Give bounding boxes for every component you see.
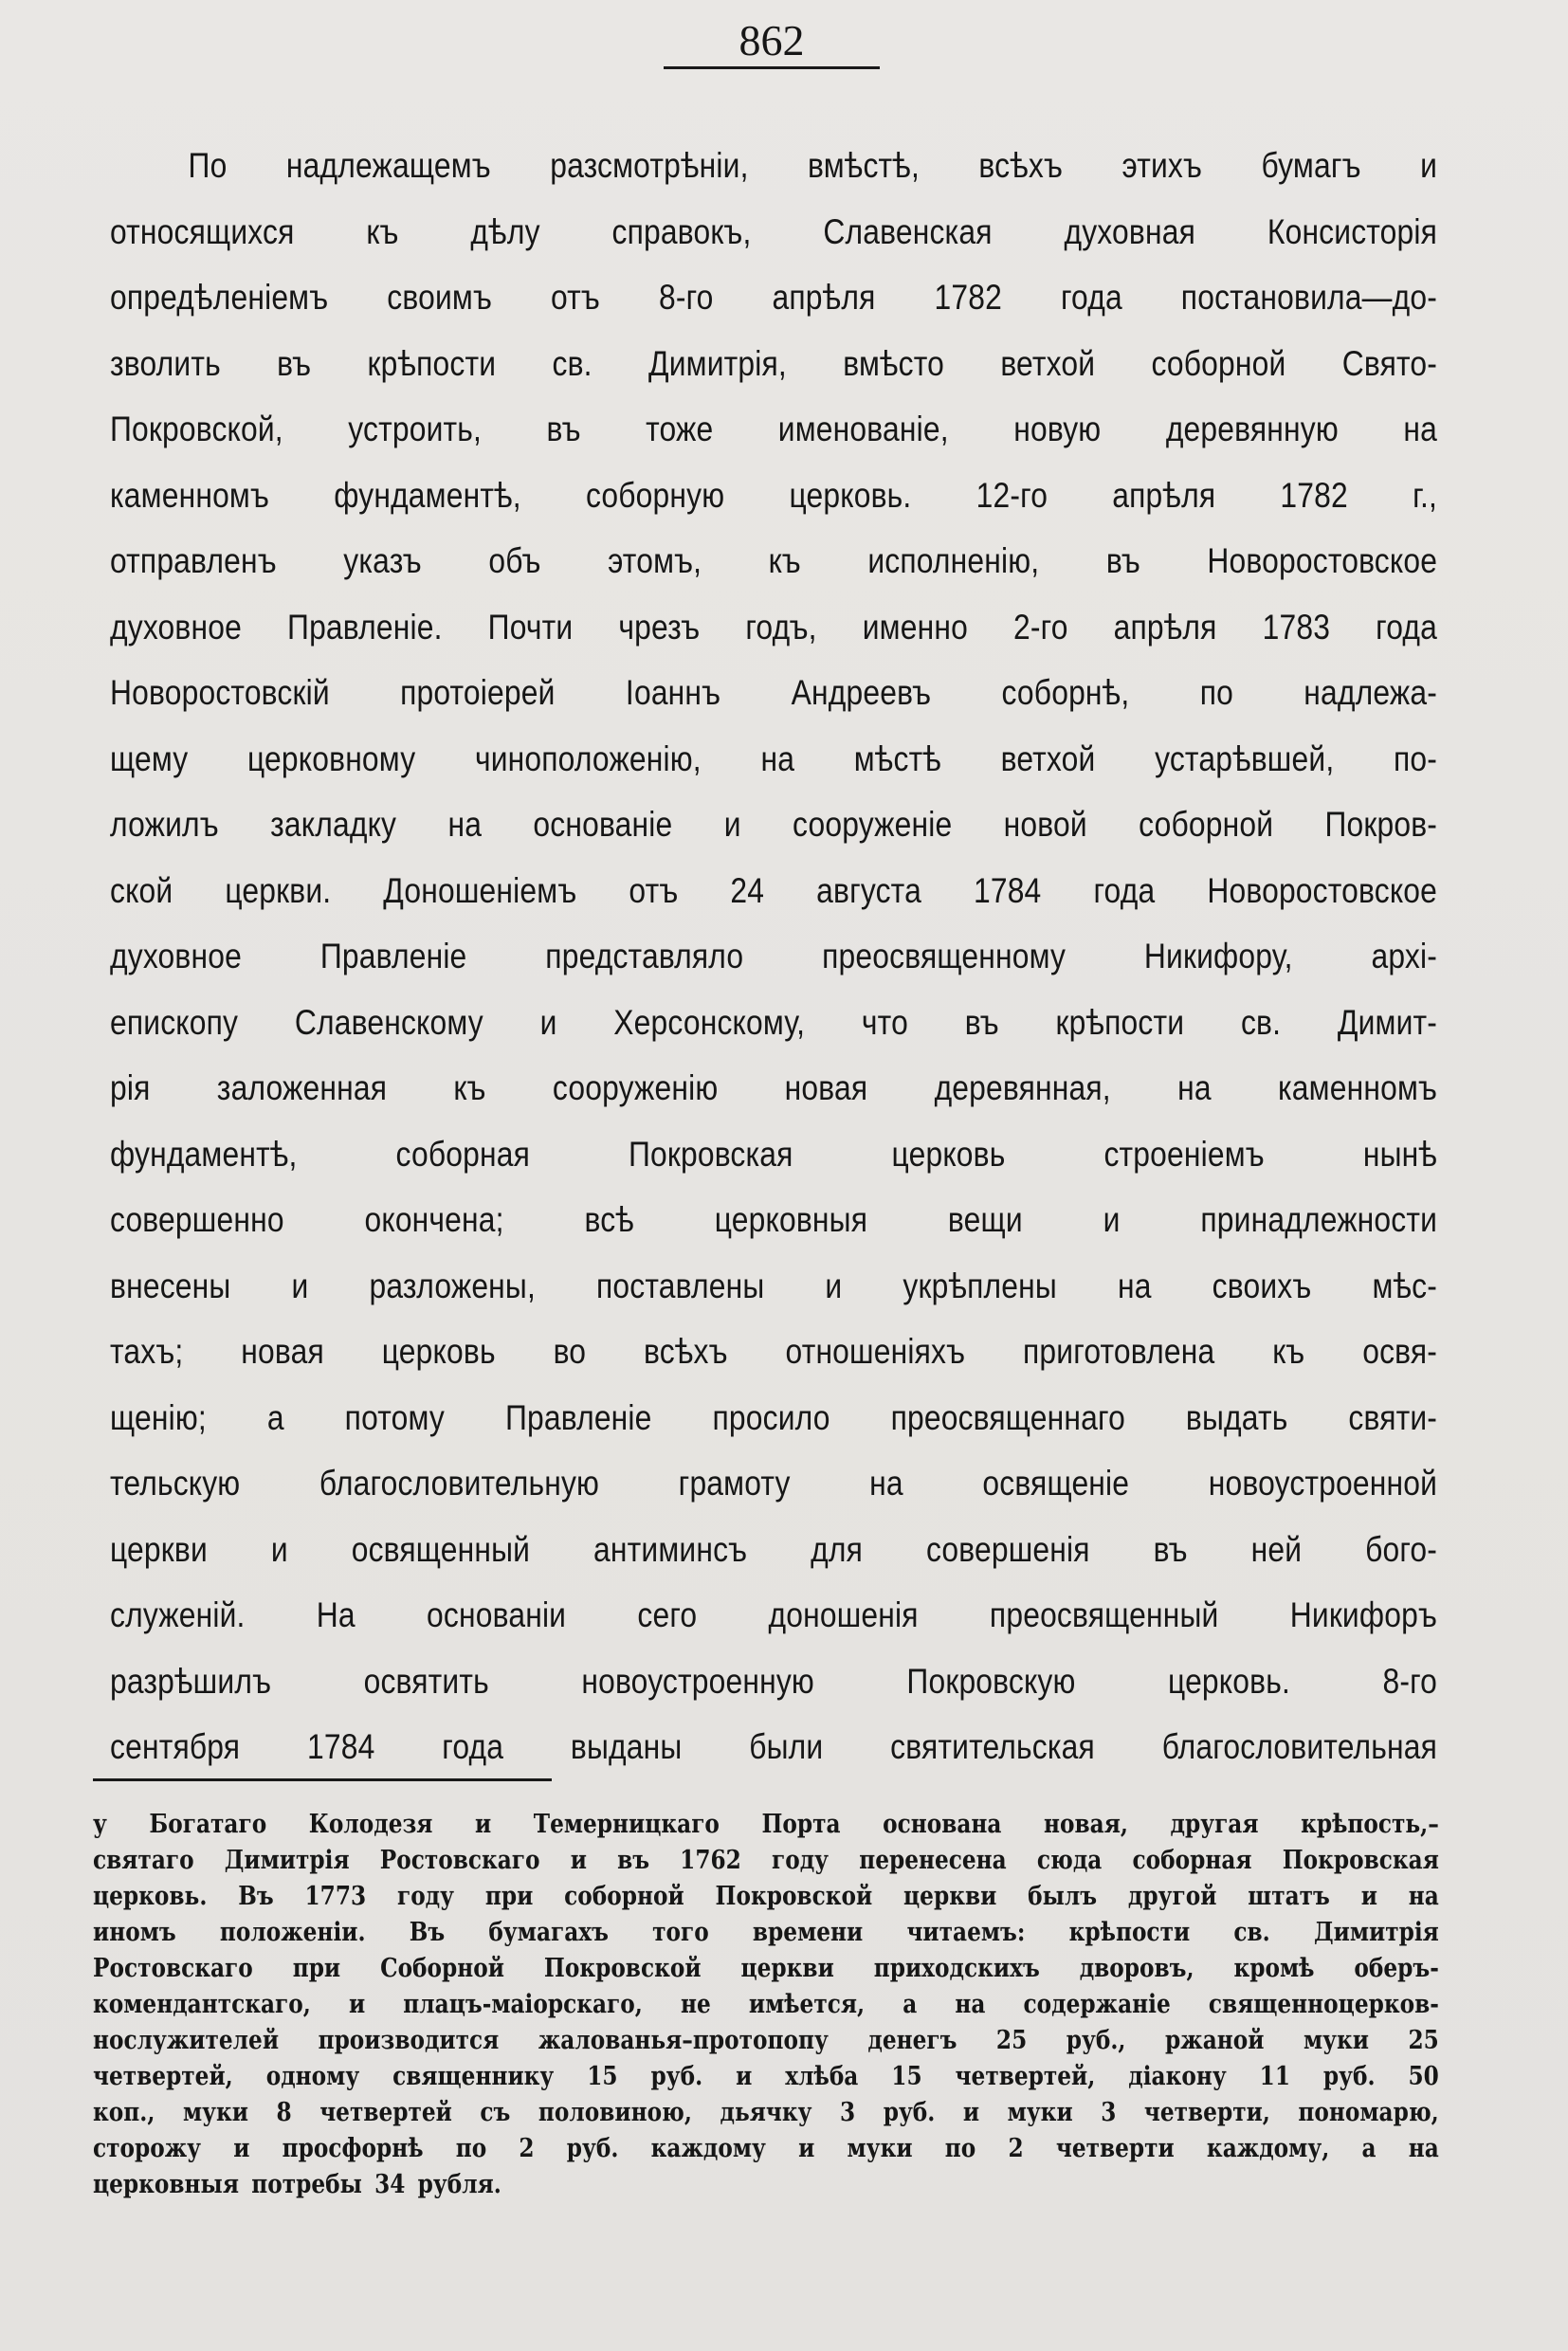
text-line: внесены и разложены, поставлены и укрѣплены на своихъ мѣс- [110,1266,1438,1305]
footnote [93,1807,1439,2203]
footnote-line: у Богатаго Колодезя и Темерницкаго Порта основана новая, другая крѣпость,– [93,1810,1439,1839]
footnote-line: святаго Димитрія Ростовскаго и въ 1762 году перенесена сюда соборная Покровская [93,1846,1439,1875]
text-line: щему церковному чиноположенію, на мѣстѣ ветхой устарѣвшей, по- [110,738,1438,778]
footnote-line: сторожу и просфорнѣ по 2 руб. каждому и муки по 2 четверти каждому, а на [93,2134,1439,2163]
footnote-rule [93,1778,552,1781]
text-line: рія заложенная къ сооруженію новая деревянная, на каменномъ [110,1068,1438,1107]
footnote-line: четвертей, одному священнику 15 руб. и хлѣба 15 четвертей, діакону 11 руб. 50 [93,2062,1439,2091]
main-text [110,133,1437,1780]
footnote-line: иномъ положеніи. Въ бумагахъ того времени читаемъ: крѣпости св. Димитрія [93,1918,1439,1947]
text-line: зволить въ крѣпости св. Димитрія, вмѣсто ветхой соборной Свято- [110,343,1438,383]
text-line: церкви и освященный антиминсъ для совершенія въ ней бого- [110,1529,1438,1569]
text-line: фундаментѣ, соборная Покровская церковь строеніемъ нынѣ [110,1134,1438,1174]
text-line: ложилъ закладку на основаніе и сооруженіе новой соборной Покров- [110,805,1438,844]
text-line: По надлежащемъ разсмотрѣніи, вмѣстѣ, всѣхъ этихъ бумагъ и [188,146,1438,185]
text-line: духовное Правленіе. Почти чрезъ годъ, именно 2-го апрѣля 1783 года [110,607,1438,647]
page-number-rule [664,66,880,69]
footnote-line: церковь. Въ 1773 году при соборной Покровской церкви былъ другой штатъ и на [93,1882,1439,1911]
text-line: щенію; а потому Правленіе просило преосвященнаго выдать святи- [110,1397,1438,1437]
text-line: Новоростовскій протоіерей Іоаннъ Андреевъ соборнѣ, по надлежа- [110,673,1438,712]
text-line: отправленъ указъ объ этомъ, къ исполненію, въ Новоростовское [110,541,1438,580]
text-line: каменномъ фундаментѣ, соборную церковь. 12-го апрѣля 1782 г., [110,475,1438,515]
text-line: тельскую благословительную грамоту на освященіе новоустроенной [110,1464,1438,1503]
text-line: опредѣленіемъ своимъ отъ 8-го апрѣля 1782 года постановила—до- [110,278,1438,317]
text-line: ской церкви. Доношеніемъ отъ 24 августа 1784 года Новоростовское [110,870,1438,910]
page-number: 862 [738,16,805,64]
footnote-line: Ростовскаго при Соборной Покровской церкви приходскихъ дворовъ, кромѣ оберъ- [93,1954,1439,1983]
text-line: служеній. На основаніи сего доношенія преосвященный Никифоръ [110,1595,1438,1634]
footnote-line: церковныя потребы 34 рубля. [93,2170,501,2199]
text-line: тахъ; новая церковь во всѣхъ отношеніяхъ приготовлена къ освя- [110,1332,1438,1371]
text-line: епископу Славенскому и Херсонскому, что въ крѣпости св. Димит- [110,1002,1438,1042]
text-line: совершенно окончена; всѣ церковныя вещи и принадлежности [110,1200,1438,1239]
text-line: относящихся къ дѣлу справокъ, Славенская духовная Консисторія [110,211,1438,251]
footnote-line: нослужителей производится жалованья–протопопу денегъ 25 руб., ржаной муки 25 [93,2026,1439,2055]
text-line: духовное Правленіе представляло преосвященному Никифору, архі- [110,937,1438,975]
text-line: сентября 1784 года выданы были святительская благословительная [110,1727,1438,1766]
text-line: разрѣшилъ освятить новоустроенную Покровскую церковь. 8-го [110,1661,1438,1701]
footnote-line: комендантскаго, и плацъ-маіорскаго, не имѣется, а на содержаніе священноцерков- [93,1990,1439,2019]
footnote-line: коп., муки 8 четвертей съ половиною, дьячку 3 руб. и муки 3 четверти, пономарю, [93,2098,1439,2127]
text-line: Покровской, устроить, въ тоже именованіе, новую деревянную на [110,410,1437,448]
